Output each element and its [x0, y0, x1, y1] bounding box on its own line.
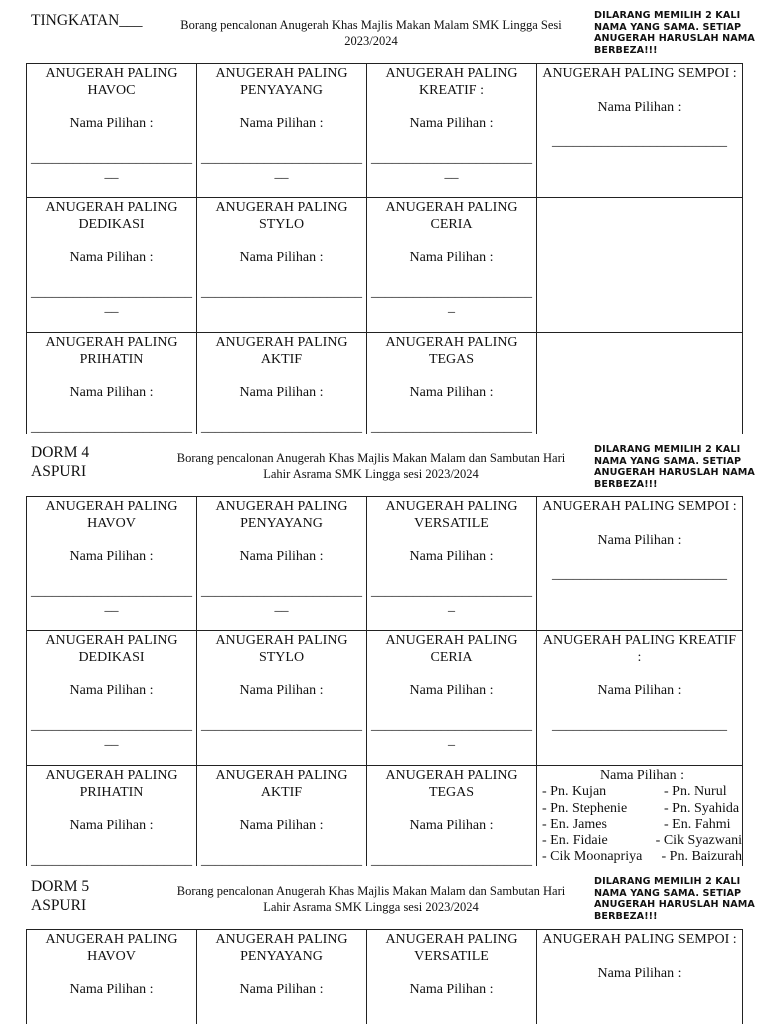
award-cell	[367, 930, 537, 1024]
award-title: ANUGERAH PALING TEGAS	[385, 335, 518, 367]
name-entry-line[interactable]: _______________________	[201, 583, 362, 599]
name-entry-line[interactable]: _______________________	[31, 717, 192, 733]
name-entry-line[interactable]: _______________________	[371, 284, 532, 300]
award-cell	[367, 497, 537, 631]
nama-pilihan-label: Nama Pilihan :	[409, 982, 494, 997]
award-grid	[26, 929, 743, 1024]
name-entry-line[interactable]: _______________________	[371, 717, 532, 733]
name-entry-line-tail: _	[448, 733, 455, 748]
staff-row	[542, 784, 742, 800]
name-entry-line-tail: __	[104, 300, 119, 315]
award-cell	[367, 198, 537, 333]
name-entry-line[interactable]: _______________________	[371, 150, 532, 166]
award-cell	[197, 497, 367, 631]
award-title: ANUGERAH PALING VERSATILE	[385, 499, 518, 531]
staff-name: - Pn. Nurul	[664, 784, 727, 800]
award-cell	[27, 631, 197, 766]
award-cell	[367, 333, 537, 435]
nama-pilihan-label: Nama Pilihan :	[239, 683, 324, 698]
form-title: Borang pencalonan Anugerah Khas Majlis Makan Malam dan Sambutan Hari Lahir Asrama SMK Lingga sesi 2023/2024	[176, 884, 566, 914]
name-entry-line[interactable]: _________________________	[552, 717, 727, 733]
award-title: ANUGERAH PALING AKTIF	[215, 768, 348, 800]
award-row	[27, 497, 743, 631]
staff-name: - Cik Moonapriya	[542, 849, 643, 865]
form-tag: DORM 4 ASPURI	[31, 444, 90, 480]
name-entry-line-tail: __	[444, 166, 459, 181]
name-entry-line[interactable]: _______________________	[201, 852, 362, 866]
staff-row	[542, 817, 742, 833]
award-row	[27, 930, 743, 1024]
name-entry-line-tail: __	[104, 599, 119, 614]
name-entry-line[interactable]: _______________________	[201, 717, 362, 733]
staff-row	[542, 849, 742, 865]
award-cell	[367, 631, 537, 766]
form-section-1	[0, 0, 768, 434]
nama-pilihan-label: Nama Pilihan :	[239, 116, 324, 131]
award-title: ANUGERAH PALING PENYAYANG	[215, 66, 348, 98]
staff-name: - Pn. Syahida	[664, 800, 740, 816]
award-grid	[26, 496, 743, 866]
name-entry-line-tail: __	[274, 599, 289, 614]
staff-name: - En. Fahmi	[664, 816, 731, 832]
name-entry-line[interactable]: _________________________	[552, 134, 727, 149]
warning-note: DILARANG MEMILIH 2 KALI NAMA YANG SAMA. SETIAP ANUGERAH HARUSLAH NAMA BERBEZA!!!	[594, 10, 755, 56]
award-row	[27, 766, 743, 867]
award-title: ANUGERAH PALING KREATIF :	[542, 633, 737, 665]
name-entry-line[interactable]: _______________________	[31, 284, 192, 300]
nama-pilihan-label: Nama Pilihan :	[239, 385, 324, 400]
warning-note: DILARANG MEMILIH 2 KALI NAMA YANG SAMA. SETIAP ANUGERAH HARUSLAH NAMA BERBEZA!!!	[594, 876, 755, 922]
staff-name: - Pn. Kujan	[542, 784, 607, 800]
award-cell	[27, 930, 197, 1024]
nama-pilihan-label: Nama Pilihan :	[409, 683, 494, 698]
name-entry-line-tail: __	[104, 733, 119, 748]
award-title: ANUGERAH PALING PENYAYANG	[215, 932, 348, 964]
nama-pilihan-label: Nama Pilihan :	[597, 965, 682, 981]
name-entry-line[interactable]: _______________________	[31, 583, 192, 599]
empty-cell	[537, 198, 743, 333]
name-entry-line[interactable]: _______________________	[31, 150, 192, 166]
form-tag: TINGKATAN___	[31, 12, 143, 29]
award-title: ANUGERAH PALING PRIHATIN	[45, 768, 178, 800]
staff-name: - Pn. Stephenie	[542, 800, 628, 816]
name-entry-line[interactable]: _______________________	[371, 583, 532, 599]
award-title: ANUGERAH PALING HAVOC	[45, 66, 178, 98]
name-entry-line-tail: __	[274, 166, 289, 181]
nama-pilihan-label: Nama Pilihan :	[69, 818, 154, 833]
name-entry-line[interactable]: _______________________	[371, 852, 532, 866]
nama-pilihan-label: Nama Pilihan :	[69, 385, 154, 400]
name-entry-line[interactable]: _______________________	[371, 419, 532, 434]
staff-row	[542, 801, 742, 817]
award-cell	[197, 930, 367, 1024]
nama-pilihan-label: Nama Pilihan :	[239, 818, 324, 833]
warning-note: DILARANG MEMILIH 2 KALI NAMA YANG SAMA. SETIAP ANUGERAH HARUSLAH NAMA BERBEZA!!!	[594, 444, 755, 490]
award-title: ANUGERAH PALING AKTIF	[215, 335, 348, 367]
nama-pilihan-label: Nama Pilihan :	[69, 116, 154, 131]
nama-pilihan-label: Nama Pilihan :	[69, 250, 154, 265]
nama-pilihan-label: Nama Pilihan :	[69, 683, 154, 698]
award-title: ANUGERAH PALING PRIHATIN	[45, 335, 178, 367]
award-cell	[27, 766, 197, 867]
name-entry-line[interactable]: _______________________	[31, 852, 192, 866]
award-row	[27, 198, 743, 333]
nama-pilihan-label: Nama Pilihan :	[69, 549, 154, 564]
award-grid	[26, 63, 743, 434]
nama-pilihan-label: Nama Pilihan :	[597, 99, 682, 115]
award-title: ANUGERAH PALING SEMPOI :	[542, 932, 737, 947]
name-entry-line-tail: _	[448, 599, 455, 614]
nama-pilihan-label: Nama Pilihan :	[597, 683, 682, 698]
award-cell	[197, 766, 367, 867]
form-title: Borang pencalonan Anugerah Khas Majlis Makan Malam SMK Lingga Sesi 2023/2024	[180, 18, 562, 48]
award-cell	[197, 333, 367, 435]
award-title: ANUGERAH PALING HAVOV	[45, 499, 178, 531]
award-title: ANUGERAH PALING VERSATILE	[385, 932, 518, 964]
award-cell	[27, 64, 197, 198]
award-cell	[537, 631, 743, 766]
award-cell	[197, 631, 367, 766]
name-entry-line[interactable]: _______________________	[201, 150, 362, 166]
award-cell	[27, 497, 197, 631]
nama-pilihan-label: Nama Pilihan :	[239, 549, 324, 564]
name-entry-line[interactable]: _______________________	[201, 419, 362, 434]
form-section-2	[0, 434, 768, 866]
award-cell	[197, 64, 367, 198]
award-title: ANUGERAH PALING STYLO	[215, 200, 348, 232]
award-title: ANUGERAH PALING SEMPOI :	[542, 499, 737, 514]
award-title: ANUGERAH PALING SEMPOI :	[542, 66, 737, 81]
award-cell	[537, 930, 743, 1024]
award-title: ANUGERAH PALING DEDIKASI	[45, 633, 178, 665]
name-entry-line[interactable]: _______________________	[31, 419, 192, 434]
empty-cell	[537, 333, 743, 435]
award-cell	[537, 497, 743, 631]
staff-name: - En. James	[542, 816, 607, 832]
award-cell	[27, 333, 197, 435]
nama-pilihan-label: Nama Pilihan :	[409, 116, 494, 131]
award-title: ANUGERAH PALING CERIA	[385, 200, 518, 232]
nama-pilihan-label: Nama Pilihan :	[597, 532, 682, 548]
award-cell	[197, 198, 367, 333]
nama-pilihan-label: Nama Pilihan :	[409, 250, 494, 265]
award-row	[27, 64, 743, 198]
award-cell	[367, 766, 537, 867]
award-cell	[537, 64, 743, 198]
name-entry-line-tail: _	[448, 300, 455, 315]
award-row	[27, 631, 743, 766]
nama-pilihan-label: Nama Pilihan :	[409, 385, 494, 400]
award-title: ANUGERAH PALING TEGAS	[385, 768, 518, 800]
nama-pilihan-label: Nama Pilihan :	[239, 982, 324, 997]
staff-row	[542, 833, 742, 849]
staff-list-cell	[537, 766, 743, 867]
staff-list-heading: Nama Pilihan :	[600, 768, 684, 783]
award-title: ANUGERAH PALING HAVOV	[45, 932, 178, 964]
award-row	[27, 333, 743, 435]
nama-pilihan-label: Nama Pilihan :	[239, 250, 324, 265]
form-section-3	[0, 866, 768, 1024]
name-entry-line[interactable]: _________________________	[552, 567, 727, 582]
form-tag: DORM 5 ASPURI	[31, 878, 90, 914]
nama-pilihan-label: Nama Pilihan :	[409, 549, 494, 564]
award-title: ANUGERAH PALING DEDIKASI	[45, 200, 178, 232]
staff-name: - Cik Syazwani	[655, 833, 742, 849]
staff-name: - En. Fidaie	[542, 833, 608, 849]
nama-pilihan-label: Nama Pilihan :	[409, 818, 494, 833]
award-title: ANUGERAH PALING PENYAYANG	[215, 499, 348, 531]
award-title: ANUGERAH PALING CERIA	[385, 633, 518, 665]
nama-pilihan-label: Nama Pilihan :	[69, 982, 154, 997]
award-cell	[27, 198, 197, 333]
staff-name: - Pn. Baizurah	[661, 849, 742, 865]
award-title: ANUGERAH PALING STYLO	[215, 633, 348, 665]
name-entry-line[interactable]: _______________________	[201, 284, 362, 300]
award-cell	[367, 64, 537, 198]
form-title: Borang pencalonan Anugerah Khas Majlis Makan Malam dan Sambutan Hari Lahir Asrama SMK Lingga sesi 2023/2024	[176, 451, 566, 481]
award-title: ANUGERAH PALING KREATIF :	[385, 66, 518, 98]
name-entry-line-tail: __	[104, 166, 119, 181]
